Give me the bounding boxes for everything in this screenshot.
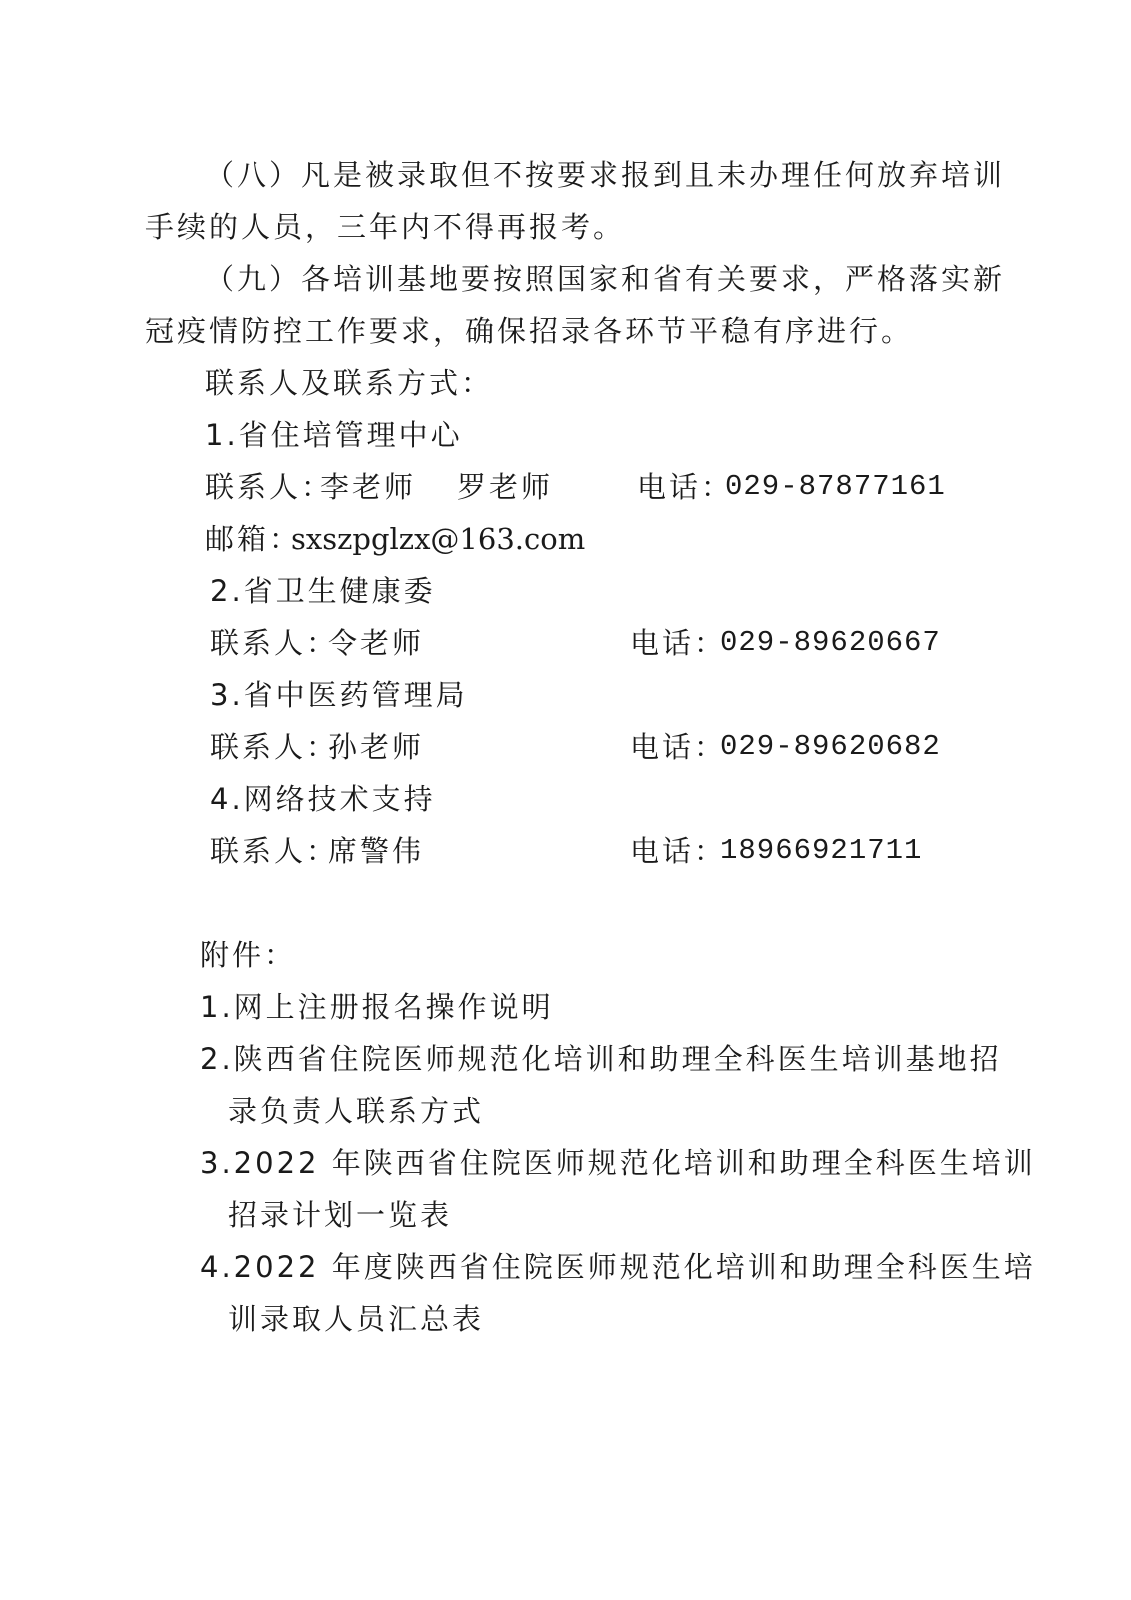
contact-tech-person: 席警伟 <box>328 834 425 868</box>
attachment-item-1: 1.网上注册报名操作说明 <box>200 990 554 1024</box>
contact-health-phone-label: 电话： <box>630 626 727 660</box>
contact-health-person-label: 联系人： <box>210 626 339 660</box>
contact-center-email-label: 邮箱： <box>205 522 302 556</box>
contact-tcm-phone-label: 电话： <box>630 730 727 764</box>
paragraph-8-line-1: （八）凡是被录取但不按要求报到且未办理任何放弃培训 <box>205 158 1006 192</box>
contact-health-title: 2.省卫生健康委 <box>210 574 436 608</box>
contact-center-email: sxszpglzx@163.com <box>291 522 586 556</box>
contact-tcm-phone: 029-89620682 <box>720 730 941 763</box>
paragraph-9-line-1: （九）各培训基地要按照国家和省有关要求，严格落实新 <box>205 262 1006 296</box>
contact-tcm-title: 3.省中医药管理局 <box>210 678 468 712</box>
contact-tcm-person: 孙老师 <box>328 730 425 764</box>
contact-center-phone-label: 电话： <box>637 470 734 504</box>
attachment-item-3-line-2: 招录计划一览表 <box>228 1198 453 1232</box>
contact-tech-title: 4.网络技术支持 <box>210 782 436 816</box>
contacts-heading: 联系人及联系方式： <box>205 366 494 400</box>
contact-center-person-1: 李老师 <box>320 470 417 504</box>
contact-center-title: 1.省住培管理中心 <box>205 418 463 452</box>
attachment-item-2-line-1: 2.陕西省住院医师规范化培训和助理全科医生培训基地招 <box>200 1042 1002 1076</box>
contact-tcm-person-label: 联系人： <box>210 730 339 764</box>
paragraph-8-line-2: 手续的人员，三年内不得再报考。 <box>145 210 626 244</box>
contact-center-person-label: 联系人： <box>205 470 334 504</box>
paragraph-9-line-2: 冠疫情防控工作要求，确保招录各环节平稳有序进行。 <box>145 314 914 348</box>
attachments-heading: 附件： <box>200 938 297 972</box>
attachment-item-4-line-1: 4.2022 年度陕西省住院医师规范化培训和助理全科医生培 <box>200 1250 1036 1284</box>
contact-health-phone: 029-89620667 <box>720 626 941 659</box>
attachment-item-2-line-2: 录负责人联系方式 <box>228 1094 485 1128</box>
attachment-item-3-line-1: 3.2022 年陕西省住院医师规范化培训和助理全科医生培训 <box>200 1146 1036 1180</box>
contact-health-person: 令老师 <box>328 626 425 660</box>
contact-tech-phone-label: 电话： <box>630 834 727 868</box>
contact-tech-phone: 18966921711 <box>720 834 923 867</box>
contact-center-person-2: 罗老师 <box>457 470 554 504</box>
contact-tech-person-label: 联系人： <box>210 834 339 868</box>
attachment-item-4-line-2: 训录取人员汇总表 <box>228 1302 485 1336</box>
contact-center-phone: 029-87877161 <box>725 470 946 503</box>
